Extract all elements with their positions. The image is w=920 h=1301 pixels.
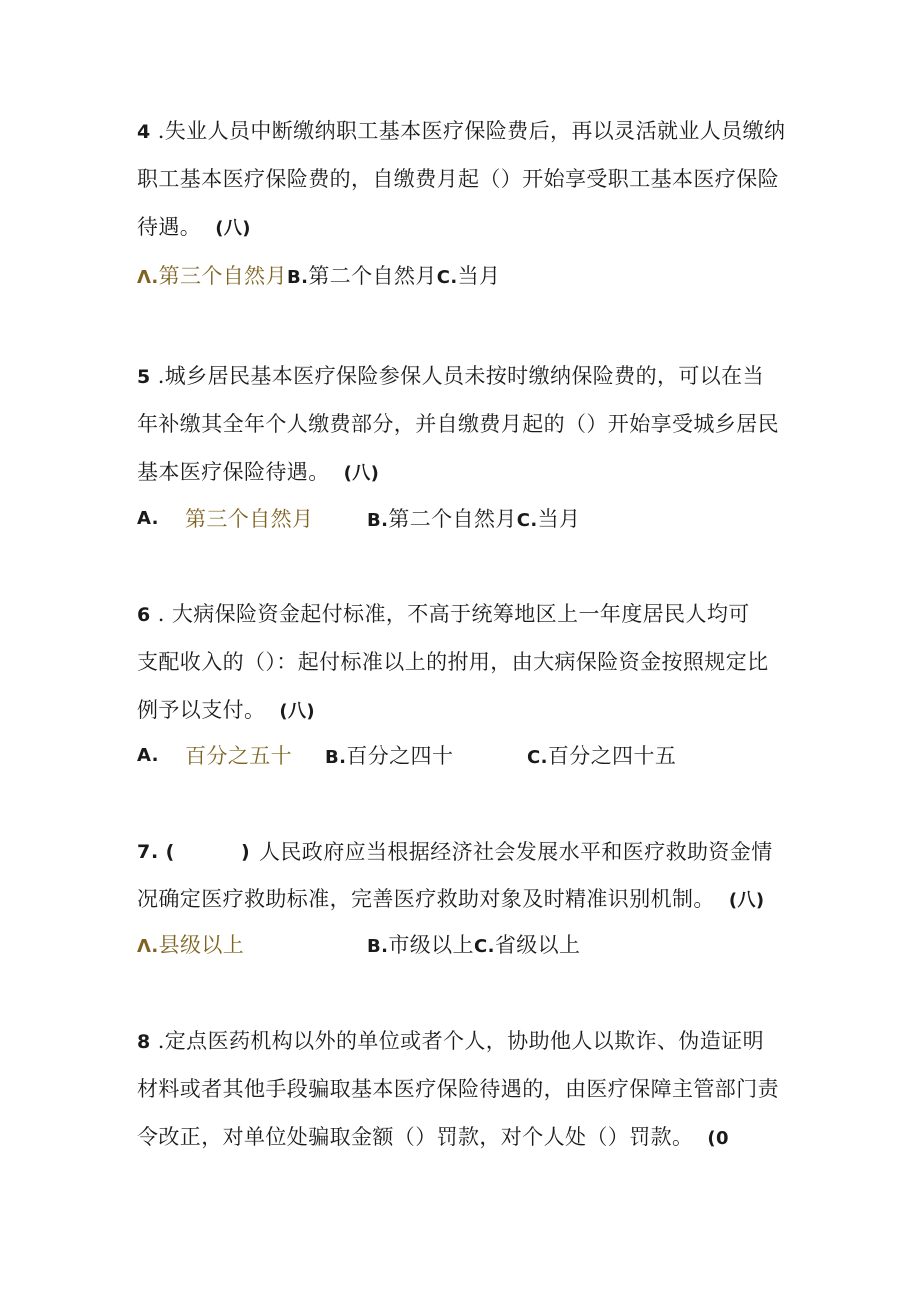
question-8-line-1: 8 .定点医药机构以外的单位或者个人，协助他人以欺诈、伪造证明: [137, 1029, 764, 1053]
question-7-answer: (八): [728, 890, 765, 911]
option-b-letter: B.: [367, 936, 389, 957]
question-5-options: [137, 505, 697, 533]
option-b-text: 百分之四十: [346, 744, 454, 768]
question-7-prefix: . (: [151, 841, 175, 863]
question-4-options: [137, 262, 500, 292]
option-c-letter: C.: [473, 936, 495, 957]
option-b-letter: B.: [325, 747, 347, 768]
question-4-answer: (八): [215, 218, 251, 239]
option-c-text: 百分之四十五: [547, 744, 677, 768]
question-7-text-1: 人民政府应当根据经济社会发展水平和医疗救助资金情: [259, 840, 773, 864]
option-a-text: 第三个自然月: [185, 507, 314, 531]
option-a-letter: A.: [137, 508, 159, 529]
question-6-answer: (八): [279, 701, 316, 722]
question-7-number: 7: [137, 841, 151, 863]
option-b-text: 市级以上: [388, 933, 474, 957]
question-4-number: 4: [137, 121, 151, 143]
option-b-text: 第二个自然月: [388, 507, 517, 531]
option-c-letter: C.: [527, 747, 548, 768]
option-c-group: [527, 742, 676, 772]
question-6-line-2: 支配收入的（）：起付标准以上的拊用，由大病保险资金按照规定比: [137, 650, 769, 674]
option-a-text: 百分之五十: [185, 744, 292, 768]
question-4-line-3: 待遇。 (八): [137, 215, 251, 239]
option-b-group: [325, 742, 453, 772]
option-b-group: [367, 505, 580, 535]
question-8-line-2: 材料或者其他手段骗取基本医疗保险待遇的，由医疗保障主管部门责: [137, 1077, 779, 1101]
option-a-letter: Λ.: [137, 267, 159, 288]
option-a-letter: Λ.: [137, 936, 159, 957]
question-4-line-2: 职工基本医疗保险费的，自缴费月起（）开始享受职工基本医疗保险: [137, 167, 779, 191]
option-b-group: [367, 931, 580, 961]
option-a-text: 县级以上: [158, 933, 245, 957]
question-6-line-3: 例予以支付。 (八): [137, 698, 316, 722]
option-c-text: 当月: [537, 507, 581, 531]
option-b-text: 第二个自然月: [308, 264, 437, 288]
question-5-line-1: 5 .城乡居民基本医疗保险参保人员未按时缴纳保险费的，可以在当: [137, 364, 764, 388]
question-7-options: [137, 931, 597, 959]
question-8-answer: (0: [707, 1128, 729, 1149]
question-8-line-3: 令改正，对单位处骗取金额（）罚款，对个人处（）罚款。 (0: [137, 1125, 729, 1149]
option-a-group: [137, 931, 244, 961]
question-6-number: 6: [137, 604, 151, 626]
question-6-options: [137, 742, 737, 770]
question-5-number: 5: [137, 366, 151, 388]
option-b-letter: B.: [367, 510, 389, 531]
option-b-letter: B.: [286, 267, 309, 288]
option-a-letter: A.: [137, 745, 159, 766]
question-5-line-2: 年补缴其全年个人缴费部分，并自缴费月起的（）开始享受城乡居民: [137, 412, 779, 436]
option-c-letter: C.: [516, 510, 538, 531]
question-8-number: 8: [137, 1031, 151, 1053]
option-c-text: 省级以上: [494, 933, 581, 957]
question-6-line-1: 6 . 大病保险资金起付标准，不高于统筹地区上一年度居民人均可: [137, 602, 750, 626]
question-4-line-1: 4 .失业人员中断缴纳职工基本医疗保险费后，再以灵活就业人员缴纳: [137, 119, 786, 143]
question-7-line-1: [137, 838, 797, 866]
option-a-text: 第三个自然月: [158, 264, 287, 288]
question-7-blank-close: ): [241, 841, 251, 863]
question-5-line-3: 基本医疗保险待遇。 (八): [137, 460, 380, 484]
question-5-answer: (八): [343, 463, 380, 484]
option-c-text: 当月: [457, 264, 501, 288]
option-c-letter: C.: [436, 267, 458, 288]
question-7-line-2: 况确定医疗救助标准，完善医疗救助对象及时精准识别机制。 (八): [137, 887, 765, 911]
